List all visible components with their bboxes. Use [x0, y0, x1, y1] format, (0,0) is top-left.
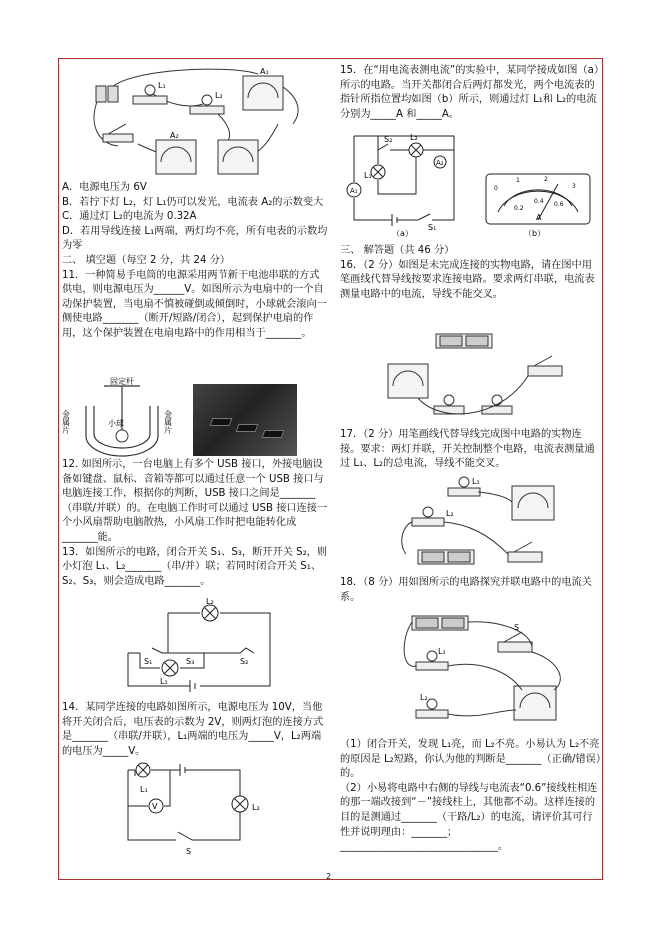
label-metal-right: 金属片 — [163, 410, 173, 434]
caption-a: （a） — [392, 229, 413, 238]
label-ball: 小球 — [108, 419, 124, 428]
label-l2: L₂ — [410, 133, 418, 142]
label-l1: L₁ — [364, 171, 372, 180]
question-18: 18．（8 分）用如图所示的电路探究并联电路中的电流关系。 — [340, 577, 592, 603]
caption-b: （b） — [524, 229, 546, 238]
label-s1: S₁ — [144, 657, 153, 666]
q16-real-circuit-figure — [378, 324, 568, 424]
q18-subquestion-2: （2）小易将电路中右侧的导线与电流表“0.6”接线柱相连的那一端改接到“－”接线柱上，其他都不动。这样连接的目的是测通过_______（干路/L₂）的电流，请评价其可行性并说明理由：_______；_______________________________。 — [340, 782, 598, 853]
q15-circuit-a-figure — [344, 124, 470, 236]
scale-0: 0 — [494, 185, 498, 192]
section-2-heading: 二、 填空题（每空 2 分，共 24 分） — [62, 254, 231, 266]
question-11: 11．一种简易手电筒的电源采用两节新干电池串联的方式供电，则电源电压为______V。如图所示为电扇中的一个自动保护装置，当电扇不慎被碰倒或倾倒时，小球就会滚向一侧使电路_______（断开/短路/闭合），起到保护电扇的作用，这个保护装置在电扇电路中的作用相当于_______。 — [62, 269, 327, 339]
q10-option-c: C．通过灯 L₂的电流为 0.32A — [62, 211, 197, 223]
q10-option-b: B．若拧下灯 L₂，灯 L₁仍可以发光，电流表 A₂的示数变大 — [62, 196, 324, 208]
label-l2: L₂ — [420, 693, 428, 702]
question-15: 15．在“用电流表测电流”的实验中，某同学接成如图（a）所示的电路。当开关都闭合后两灯都发光，两个电流表的指针所指位置均如图（b）所示，则通过灯 L₁和 L₂的电流分别为_____A 和_____A。 — [340, 65, 599, 120]
label-s: S — [186, 847, 192, 856]
section-3-heading: 三、 解答题（共 46 分） — [340, 245, 455, 256]
label-a: A — [536, 213, 542, 222]
question-16: 16．（2 分）如图是未完成连接的实物电路，请在图中用笔画线代替导线按要求连接电路。要求两灯串联，电流表测量电路中的电流，导线不能交叉。 — [340, 259, 595, 300]
scale-1: 1 — [516, 177, 520, 184]
label-l2: L₂ — [206, 597, 214, 606]
scale-0-4: 0.4 — [534, 198, 544, 205]
scale-0-6: 0.6 — [554, 201, 564, 208]
label-l1: L₁ — [160, 677, 168, 686]
label-l2: L₂ — [252, 803, 260, 812]
label-v: V — [152, 802, 158, 811]
label-a1: A₁ — [260, 67, 269, 76]
label-metal-left: 金属片 — [61, 410, 71, 434]
q18-real-circuit-figure — [398, 610, 578, 730]
label-l1: L₁ — [140, 785, 148, 794]
label-fixed-rod: 固定杆 — [110, 377, 134, 386]
label-s1: S₁ — [428, 223, 437, 232]
q10-circuit-figure — [78, 64, 318, 182]
scale-0-2: 0.2 — [514, 205, 524, 212]
label-a2: A₂ — [436, 159, 444, 167]
label-s3: S₃ — [186, 657, 195, 666]
label-l1: L₁ — [438, 647, 446, 656]
label-s2: S₂ — [240, 657, 249, 666]
q11-protection-device-figure — [61, 376, 182, 456]
q18-subquestion-1: （1）闭合开关，发现 L₁亮，而 L₂不亮。小易认为 L₂不亮的原因是 L₂短路，你认为他的判断是_______（正确/错误）的。 — [340, 739, 601, 780]
page-number: 2 — [326, 872, 332, 881]
label-l2: L₂ — [215, 91, 223, 100]
question-17: 17．（2 分）用笔画线代替导线完成图中电路的实物连接。要求：两灯并联，开关控制整个电路，电流表测量通过 L₁、L₂的总电流，导线不能交叉。 — [340, 429, 595, 470]
question-14: 14．某同学连接的电路如图所示，电源电压为 10V，当他将开关闭合后，电压表的示数为 2V，则两灯泡的连接方式是_______（串联/并联），L₁两端的电压为_____V，L₂两端的电压为_____V。 — [62, 702, 324, 757]
scale-3: 3 — [572, 183, 576, 190]
q13-circuit-figure — [120, 598, 280, 698]
q17-real-circuit-figure — [398, 474, 578, 574]
label-l1: L₁ — [472, 477, 480, 486]
label-l2: L₂ — [446, 509, 454, 518]
question-12: 12. 如图所示，一台电脑上有多个 USB 接口，外接电脑设备如键盘、鼠标、音箱等都可以通过任意一个 USB 接口与电脑连接工作，根据你的判断，USB 接口之间是_______（串联/并联）的。在电脑工作时可以通过 USB 接口连接一个小风扇帮助电脑散热，小风扇工作时把电能转化成_______能。 — [62, 459, 328, 543]
scale-2: 2 — [544, 176, 548, 183]
usb-ports-photo — [193, 384, 297, 456]
label-s2: S₂ — [384, 135, 393, 144]
label-s: S — [514, 623, 520, 632]
label-l1: L₁ — [158, 81, 166, 90]
label-a2: A₂ — [170, 131, 179, 140]
q14-circuit-figure — [120, 758, 280, 856]
label-a1: A₁ — [350, 187, 358, 195]
q10-option-a: A．电源电压为 6V — [62, 182, 147, 193]
question-13: 13．如图所示的电路，闭合开关 S₁、S₃，断开开关 S₂，则小灯泡 L₁、L₂_______（串/并）联；若同时闭合开关 S₁、S₂、S₃，则会造成电路_______。 — [62, 546, 328, 587]
q10-option-d: D．若用导线连接 L₁两端，两灯均不亮，所有电表的示数均为零 — [62, 225, 328, 252]
q15-ammeter-b-figure — [484, 172, 592, 238]
